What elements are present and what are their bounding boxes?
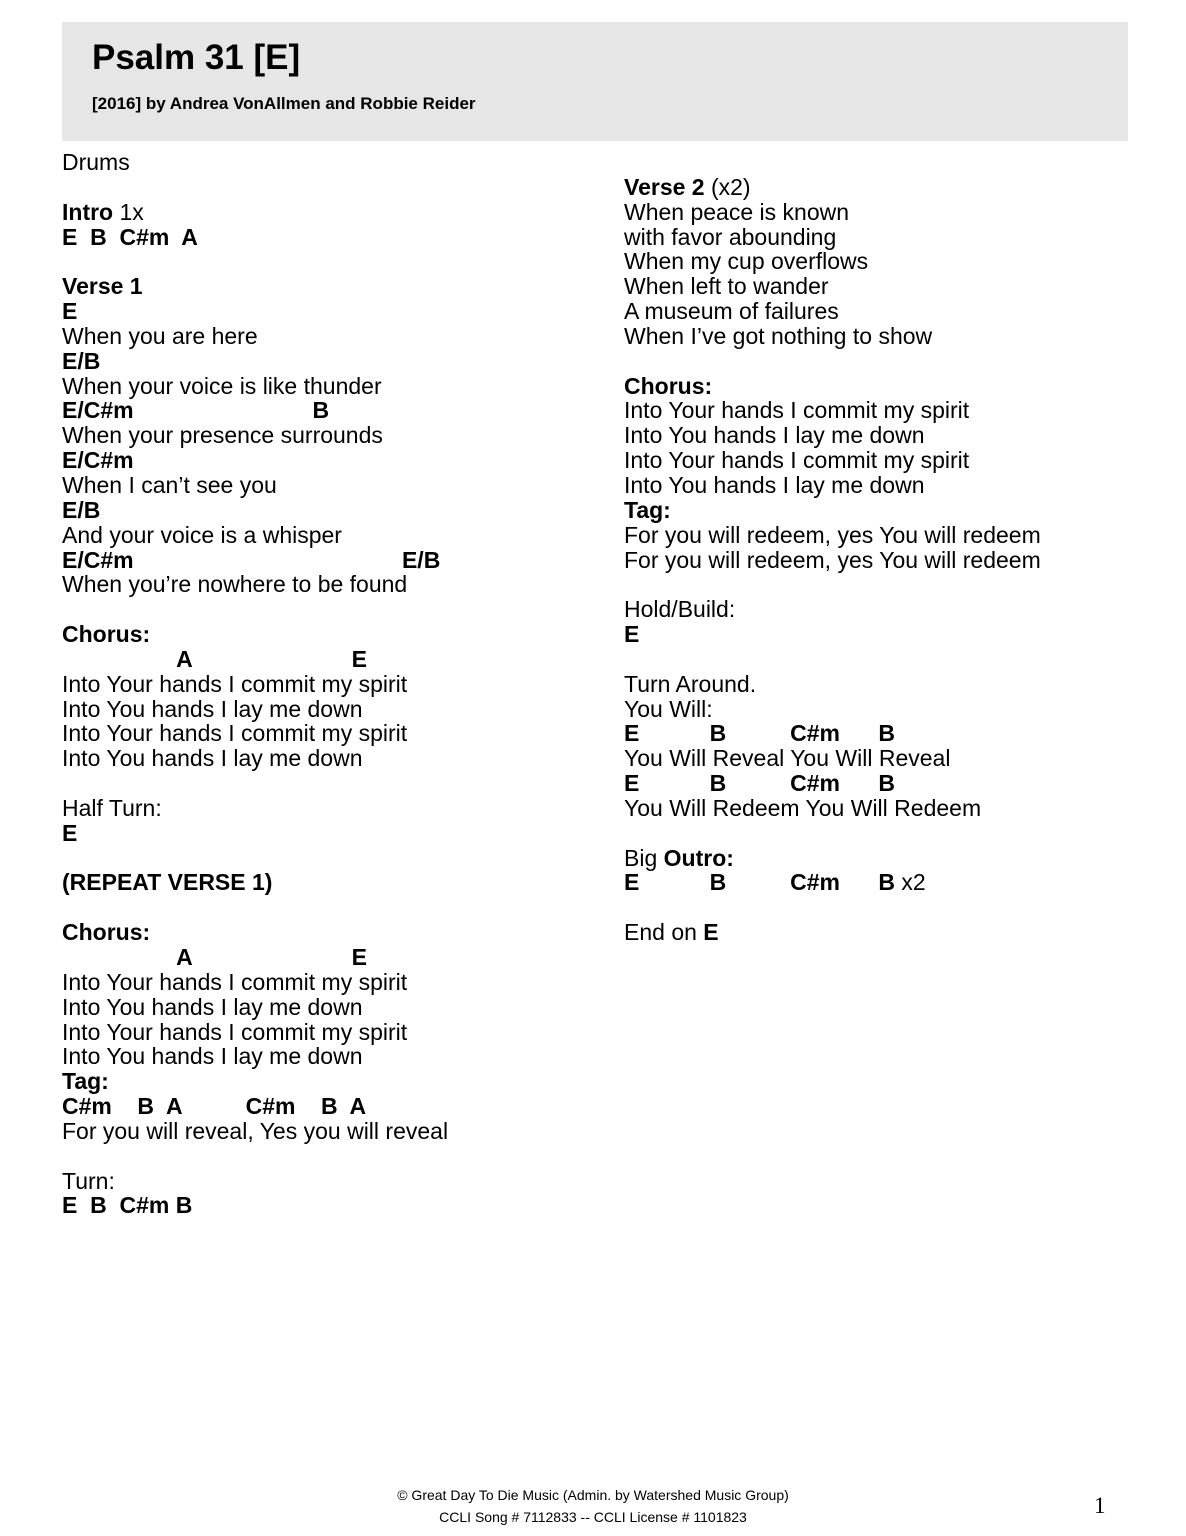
bold-text: E bbox=[62, 298, 78, 325]
bold-text: Verse 1 bbox=[62, 273, 143, 300]
sheet-line bbox=[62, 374, 582, 399]
sheet-line bbox=[624, 523, 1144, 548]
bold-text: Outro: bbox=[663, 844, 734, 871]
sheet-line bbox=[62, 721, 582, 746]
sheet-line bbox=[62, 821, 582, 846]
text: Into You hands I lay me down bbox=[62, 695, 363, 722]
bold-text: E B C#m B bbox=[62, 1192, 193, 1219]
text: (x2) bbox=[704, 173, 751, 200]
blank-line bbox=[624, 150, 1144, 175]
text: For you will redeem, yes You will redeem bbox=[624, 521, 1041, 548]
bold-text: A E bbox=[62, 944, 368, 970]
sheet-line bbox=[62, 473, 582, 498]
song-title: Psalm 31 [E] bbox=[92, 38, 301, 77]
sheet-line bbox=[62, 697, 582, 722]
text: For you will reveal, Yes you will reveal bbox=[62, 1117, 449, 1144]
sheet-line bbox=[62, 1020, 582, 1045]
text: 1x bbox=[113, 198, 144, 225]
sheet-line bbox=[62, 796, 582, 821]
sheet-line bbox=[62, 274, 582, 299]
bold-text: E bbox=[62, 819, 78, 846]
sheet-line bbox=[62, 647, 582, 672]
sheet-line bbox=[62, 398, 582, 423]
ccli-license: CCLI Song # 7112833 -- CCLI License # 1101823 bbox=[439, 1509, 747, 1525]
sheet-line bbox=[62, 1193, 582, 1218]
sheet-line bbox=[624, 622, 1144, 647]
blank-line bbox=[62, 1144, 582, 1169]
sheet-line bbox=[62, 150, 582, 175]
bold-text: E B C#m B bbox=[624, 869, 895, 896]
text: When you’re nowhere to be found bbox=[62, 571, 408, 598]
text: Into You hands I lay me down bbox=[624, 471, 925, 498]
sheet-line bbox=[624, 672, 1144, 697]
text: When my cup overflows bbox=[624, 248, 869, 275]
sheet-line bbox=[62, 548, 582, 573]
text: End on bbox=[624, 919, 704, 946]
sheet-line bbox=[624, 249, 1144, 274]
text: When I’ve got nothing to show bbox=[624, 322, 933, 349]
text: Into You hands I lay me down bbox=[62, 745, 363, 772]
bold-text: E B C#m A bbox=[62, 223, 198, 250]
sheet-line bbox=[62, 572, 582, 597]
sheet-line bbox=[62, 920, 582, 945]
sheet-line bbox=[624, 225, 1144, 250]
sheet-line bbox=[62, 870, 582, 895]
bold-text: E B C#m B bbox=[624, 770, 895, 797]
sheet-line bbox=[624, 771, 1144, 796]
sheet-line bbox=[624, 597, 1144, 622]
bold-text: A E bbox=[62, 645, 368, 672]
sheet-line bbox=[62, 1119, 582, 1144]
text: And your voice is a whisper bbox=[62, 521, 342, 548]
copyright-notice: © Great Day To Die Music (Admin. by Watershed Music Group) bbox=[397, 1487, 789, 1503]
sheet-line bbox=[62, 622, 582, 647]
text: When your presence surrounds bbox=[62, 422, 383, 449]
sheet-line bbox=[624, 200, 1144, 225]
sheet-line bbox=[62, 1094, 582, 1119]
text: Into Your hands I commit my spirit bbox=[62, 1018, 408, 1045]
sheet-line bbox=[624, 697, 1144, 722]
text: When you are here bbox=[62, 322, 258, 349]
text: Into You hands I lay me down bbox=[62, 1043, 363, 1070]
bold-text: Verse 2 bbox=[624, 173, 705, 200]
text: Big bbox=[624, 844, 664, 871]
sheet-line bbox=[624, 423, 1144, 448]
sheet-line bbox=[62, 349, 582, 374]
text: Into Your hands I commit my spirit bbox=[624, 397, 970, 424]
text: Into Your hands I commit my spirit bbox=[62, 720, 408, 747]
sheet-line bbox=[62, 448, 582, 473]
bold-text: C#m B A C#m B A bbox=[62, 1093, 367, 1120]
sheet-line bbox=[624, 374, 1144, 399]
bold-text: E/B bbox=[62, 347, 101, 374]
bold-text: E B C#m B bbox=[624, 720, 895, 747]
sheet-line bbox=[62, 995, 582, 1020]
sheet-line bbox=[624, 846, 1144, 871]
sheet-line bbox=[62, 324, 582, 349]
sheet-line bbox=[624, 721, 1144, 746]
text: When I can’t see you bbox=[62, 471, 277, 498]
blank-line bbox=[624, 647, 1144, 672]
sheet-line bbox=[62, 523, 582, 548]
bold-text: Chorus: bbox=[62, 621, 151, 648]
text: You Will Reveal You Will Reveal bbox=[624, 745, 951, 772]
bold-text: E bbox=[624, 621, 640, 648]
sheet-line bbox=[624, 324, 1144, 349]
sheet-line bbox=[62, 299, 582, 324]
sheet-line bbox=[624, 920, 1144, 945]
blank-line bbox=[624, 821, 1144, 846]
blank-line bbox=[62, 597, 582, 622]
sheet-line bbox=[624, 274, 1144, 299]
text: Drums bbox=[62, 149, 130, 175]
blank-line bbox=[624, 349, 1144, 374]
bold-text: (REPEAT VERSE 1) bbox=[62, 869, 273, 896]
text: Into Your hands I commit my spirit bbox=[624, 447, 970, 474]
right-column bbox=[624, 150, 1144, 945]
text: You Will: bbox=[624, 695, 713, 722]
sheet-line bbox=[624, 498, 1144, 523]
sheet-line bbox=[62, 945, 582, 970]
blank-line bbox=[62, 771, 582, 796]
bold-text: Tag: bbox=[624, 496, 671, 523]
sheet-line bbox=[62, 672, 582, 697]
bold-text: Chorus: bbox=[624, 372, 713, 399]
bold-text: Chorus: bbox=[62, 919, 151, 946]
text: Half Turn: bbox=[62, 794, 162, 821]
blank-line bbox=[624, 895, 1144, 920]
page-number: 1 bbox=[1094, 1493, 1106, 1518]
bold-text: Intro bbox=[62, 198, 114, 225]
sheet-line bbox=[624, 448, 1144, 473]
bold-text: E bbox=[703, 919, 719, 946]
bold-text: E/B bbox=[62, 496, 101, 523]
sheet-line bbox=[62, 225, 582, 250]
sheet-line bbox=[624, 175, 1144, 200]
sheet-line bbox=[62, 423, 582, 448]
bold-text: E/C#m E/B bbox=[62, 546, 441, 573]
blank-line bbox=[62, 175, 582, 200]
text: For you will redeem, yes You will redeem bbox=[624, 546, 1041, 573]
bold-text: E/C#m B bbox=[62, 397, 330, 424]
sheet-line bbox=[62, 1169, 582, 1194]
text: Turn: bbox=[62, 1167, 115, 1194]
text: When peace is known bbox=[624, 198, 850, 225]
bold-text: E/C#m bbox=[62, 447, 134, 474]
sheet-line bbox=[624, 473, 1144, 498]
sheet-line bbox=[62, 970, 582, 995]
text: Turn Around. bbox=[624, 670, 757, 697]
sheet-line bbox=[624, 796, 1144, 821]
sheet-line bbox=[62, 498, 582, 523]
song-header bbox=[62, 22, 1128, 141]
sheet-line bbox=[624, 870, 1144, 895]
sheet-line bbox=[62, 1069, 582, 1094]
text: Hold/Build: bbox=[624, 596, 736, 623]
blank-line bbox=[624, 572, 1144, 597]
text: A museum of failures bbox=[624, 298, 839, 325]
sheet-line bbox=[624, 398, 1144, 423]
blank-line bbox=[62, 249, 582, 274]
left-column bbox=[62, 150, 582, 1218]
sheet-line bbox=[62, 746, 582, 771]
sheet-line bbox=[62, 1044, 582, 1069]
text: Into You hands I lay me down bbox=[624, 422, 925, 449]
text: with favor abounding bbox=[624, 223, 837, 250]
sheet-line bbox=[624, 299, 1144, 324]
blank-line bbox=[62, 846, 582, 871]
text: Into You hands I lay me down bbox=[62, 993, 363, 1020]
bold-text: Tag: bbox=[62, 1068, 109, 1095]
text: Into Your hands I commit my spirit bbox=[62, 670, 408, 697]
sheet-line bbox=[624, 746, 1144, 771]
sheet-line bbox=[624, 548, 1144, 573]
song-credits: [2016] by Andrea VonAllmen and Robbie Reider bbox=[92, 94, 476, 113]
sheet-line bbox=[62, 200, 582, 225]
text: When your voice is like thunder bbox=[62, 372, 382, 399]
text: You Will Redeem You Will Redeem bbox=[624, 794, 982, 821]
text: x2 bbox=[894, 869, 926, 896]
text: When left to wander bbox=[624, 273, 829, 300]
blank-line bbox=[62, 895, 582, 920]
text: Into Your hands I commit my spirit bbox=[62, 968, 408, 995]
